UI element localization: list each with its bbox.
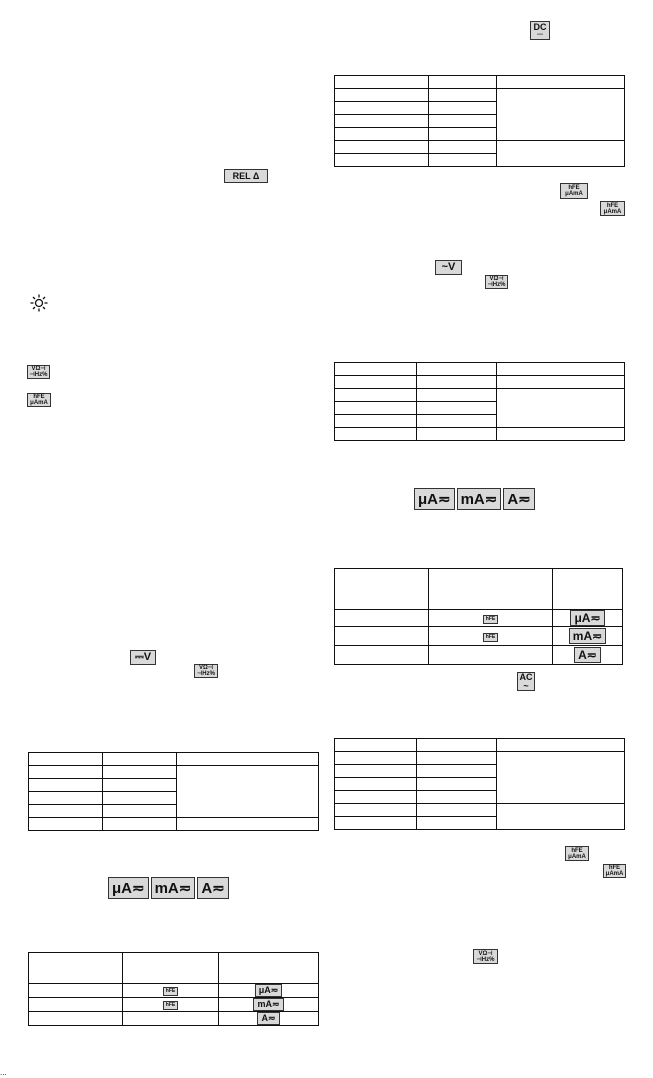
hfe-top: hFE (485, 615, 496, 622)
hfe-ua-ma-key-icon (603, 864, 626, 878)
hfe-key-bottom: μAmA (30, 400, 48, 406)
milli-amp-key-icon (457, 488, 502, 510)
v-diode-hz-key-icon (27, 365, 50, 379)
milli-amp-key-icon (569, 628, 606, 644)
right-table-4 (334, 738, 625, 830)
v-diode-key-top: VΩ⊣ (31, 366, 46, 372)
left-current-keys-row (108, 877, 229, 899)
amp-label: A≂ (507, 490, 531, 508)
hfe-key-top: hFE (568, 185, 580, 191)
micro-amp-key-icon (414, 488, 455, 510)
hfe-key-bottom: μAmA (565, 191, 583, 197)
milli-amp-label: mA≂ (154, 879, 192, 897)
v-diode-hz-key-icon (473, 949, 498, 964)
micro-amp-label: μA≂ (112, 879, 145, 897)
milli-amp-label: mA≂ (257, 999, 280, 1009)
hfe-key-top: hFE (608, 865, 621, 871)
milli-amp-key-icon (151, 877, 196, 899)
v-diode-hz-key-icon (485, 275, 508, 289)
hfe-key-icon (483, 615, 498, 624)
hfe-ua-ma-key-icon (600, 201, 625, 216)
micro-amp-label: μA≂ (418, 490, 451, 508)
hfe-top: hFE (165, 988, 176, 994)
v-diode-key-top: VΩ⊣ (478, 950, 493, 957)
micro-amp-label: μA≂ (258, 985, 279, 995)
hfe-key-top: hFE (606, 202, 619, 209)
v-diode-key-top: VΩ⊣ (198, 665, 214, 671)
milli-amp-key-icon (253, 998, 283, 1011)
amp-label: A≂ (201, 879, 225, 897)
footer-text: ... (0, 1068, 7, 1077)
hfe-key-top: hFE (571, 847, 583, 854)
amp-label: A≂ (261, 1013, 276, 1023)
hfe-key-top: hFE (33, 394, 45, 400)
micro-amp-key-icon (108, 877, 149, 899)
left-table-1 (28, 752, 319, 831)
amp-key-icon (257, 1012, 279, 1025)
hfe-key-bottom: μAmA (603, 208, 622, 215)
hfe-key-icon (483, 633, 498, 642)
dc-key-bottom: --- (537, 32, 543, 38)
ac-key-icon (517, 672, 535, 691)
ac-key-top: AC (519, 671, 533, 682)
hfe-key-bottom: μAmA (568, 853, 586, 860)
ac-volt-label: ~V (441, 261, 456, 273)
dc-volt-key-icon (130, 650, 156, 665)
right-table-3 (334, 568, 623, 665)
milli-amp-label: mA≂ (572, 629, 603, 643)
amp-key-icon (503, 488, 534, 510)
v-diode-key-top: VΩ⊣ (489, 276, 504, 282)
right-table-2 (334, 362, 625, 441)
v-diode-hz-key-icon (194, 664, 218, 678)
dc-key-top: DC (533, 22, 547, 32)
micro-amp-key-icon (570, 610, 604, 626)
hfe-key-bottom: μAmA (605, 871, 624, 877)
v-diode-key-bottom: ⊣Hz% (197, 671, 215, 677)
hfe-ua-ma-key-icon (560, 183, 588, 199)
right-table-1 (334, 75, 625, 167)
amp-label: A≂ (578, 648, 597, 662)
amp-key-icon (197, 877, 228, 899)
milli-amp-label: mA≂ (460, 490, 498, 508)
micro-amp-key-icon (255, 984, 283, 997)
micro-amp-label: μA≂ (574, 611, 601, 625)
v-diode-key-bottom: ⊣Hz% (29, 372, 48, 378)
ac-key-bottom: ~ (523, 680, 529, 691)
hfe-ua-ma-key-icon (27, 393, 51, 407)
rel-delta-key-icon (224, 169, 268, 183)
hfe-top: hFE (485, 633, 496, 640)
hfe-key-icon (163, 1001, 178, 1010)
ac-volt-key-icon (435, 260, 462, 275)
dc-volt-label: ⎓V (134, 651, 152, 663)
v-diode-key-bottom: ⊣Hz% (476, 956, 495, 963)
dc-key-icon (530, 21, 550, 40)
v-diode-key-bottom: ⊣Hz% (487, 282, 506, 288)
backlight-sun-icon (30, 294, 48, 312)
rel-delta-label: REL Δ (232, 170, 260, 181)
hfe-key-icon (163, 987, 178, 996)
hfe-ua-ma-key-icon (565, 846, 589, 861)
hfe-top: hFE (165, 1002, 176, 1008)
amp-key-icon (574, 647, 601, 663)
left-table-2 (28, 952, 319, 1026)
right-current-keys-row (414, 488, 535, 510)
